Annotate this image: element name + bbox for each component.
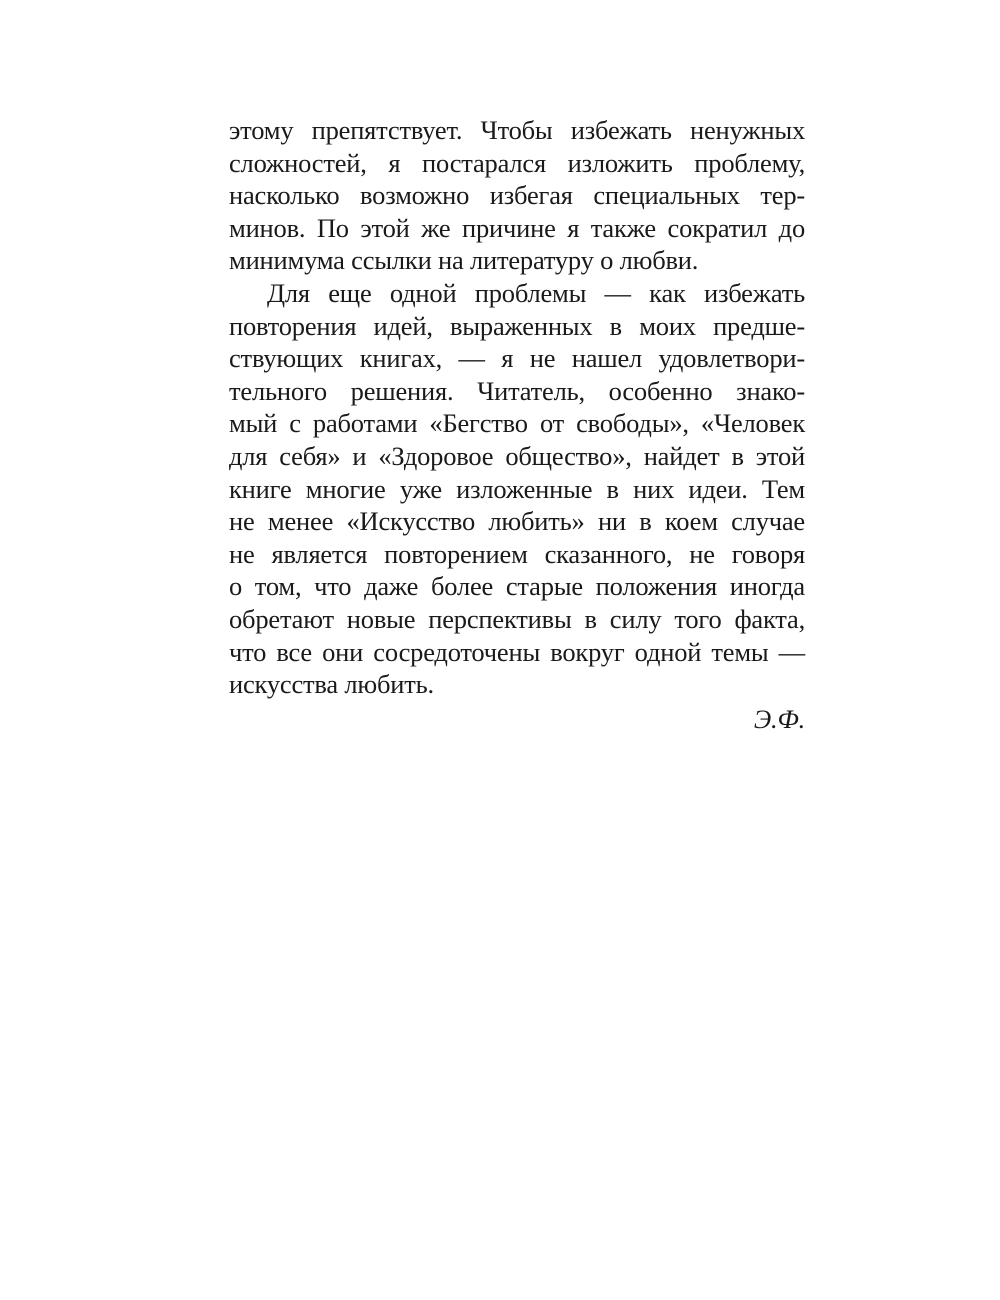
text-line: минов. По этой же причине я также сократил до (229, 212, 805, 243)
text-line: искусства любить. (229, 669, 434, 700)
text-line: не менее «Искусство любить» ни в коем случае (229, 506, 805, 537)
text-line: книге многие уже изложенные в них идеи. Тем (229, 473, 805, 504)
text-line: что все они сосредоточены вокруг одной темы — (229, 636, 805, 667)
text-line: тельного решения. Читатель, особенно знако- (229, 375, 805, 406)
text-line: о том, что даже более старые положения иногда (229, 571, 805, 602)
text-line: не является повторением сказанного, не говоря (229, 538, 805, 569)
body-text (229, 114, 805, 735)
text-line: минимума ссылки на литературу о любви. (229, 245, 699, 276)
text-line: этому препятствует. Чтобы избежать ненужных (229, 115, 805, 145)
text-line: обретают новые перспективы в силу того факта, (229, 603, 805, 634)
text-line: мый с работами «Бегство от свободы», «Человек (229, 408, 805, 439)
text-line: сложностей, я постарался изложить проблему, (229, 147, 805, 178)
text-line: повторения идей, выраженных в моих предше- (229, 310, 805, 341)
text-line: ствующих книгах, — я не нашел удовлетвори- (229, 343, 805, 374)
text-line: Для еще одной проблемы — как избежать (267, 277, 805, 308)
paragraph-2 (229, 277, 805, 701)
author-signature: Э.Ф. (753, 703, 805, 734)
text-line: насколько возможно избегая специальных тер- (229, 180, 805, 211)
text-line: для себя» и «Здоровое общество», найдет в этой (229, 440, 805, 471)
paragraph-1 (229, 114, 805, 277)
